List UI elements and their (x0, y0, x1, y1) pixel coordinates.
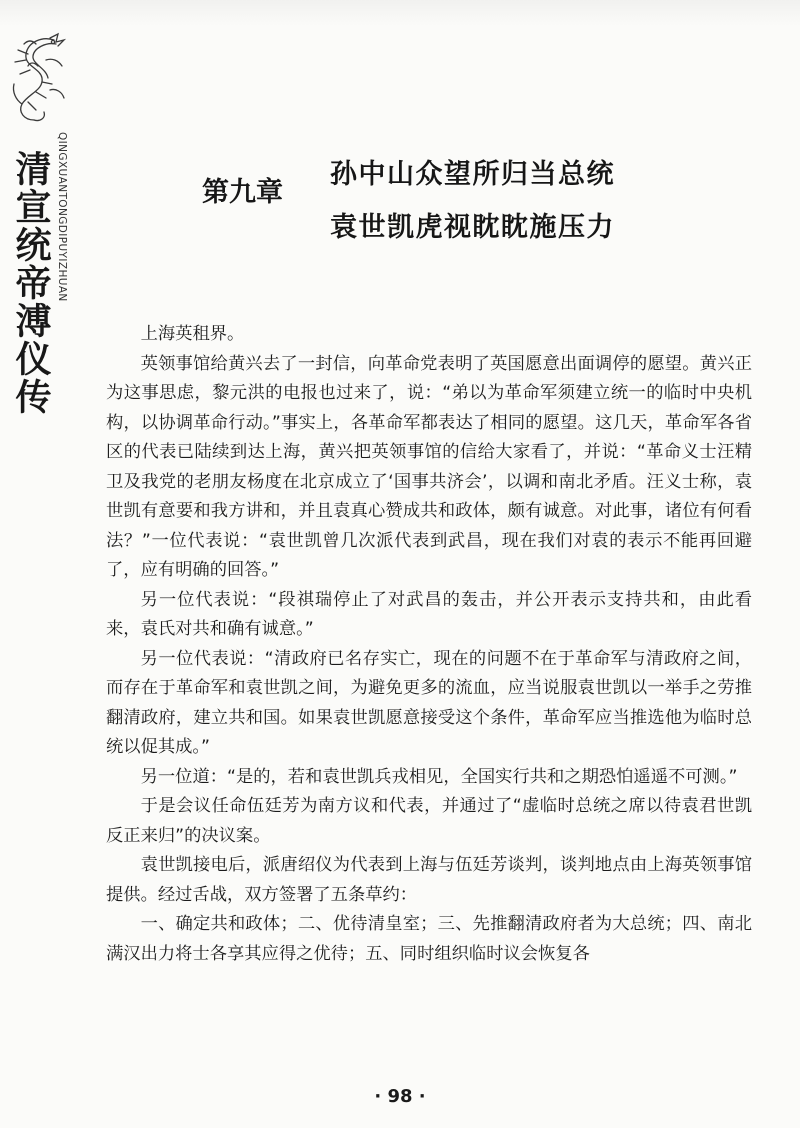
body-text (106, 320, 752, 969)
paragraph: 上海英租界。 (140, 324, 245, 344)
paragraph: 袁世凯接电后，派唐绍仪为代表到上海与伍廷芳谈判，谈判地点由上海英领事馆提供。经过舌战，双方签署了五条草约： (106, 855, 752, 905)
page-edge-shadow (0, 0, 800, 26)
dragon-ornament-icon (6, 30, 76, 126)
chapter-number: 第九章 (202, 177, 283, 208)
paragraph: 于是会议任命伍廷芳为南方议和代表，并通过了“虚临时总统之席以待袁君世凯反正来归”的决议案。 (106, 796, 752, 846)
paragraph: 一、确定共和政体；二、优待清皇室；三、先推翻清政府者为大总统；四、南北满汉出力将士各享其应得之优待；五、同时组织临时议会恢复各 (106, 914, 752, 964)
series-pinyin: QINGXUANTONGDIPUYIZHUAN (56, 132, 68, 302)
paragraph: 另一位代表说：“清政府已名存实亡，现在的问题不在于革命军与清政府之间，而存在于革命军和袁世凯之间，为避免更多的流血，应当说服袁世凯以一举手之劳推翻清政府，建立共和国。如果袁世凯愿意接受这个条件，革命军应当推选他为临时总统以促其成。” (106, 648, 752, 757)
page-number: · 98 · (374, 1086, 426, 1107)
chapter-title-line-1: 孙中山众望所归当总统 (330, 159, 615, 190)
paragraph: 另一位代表说：“段祺瑞停止了对武昌的轰击，并公开表示支持共和，由此看来，袁氏对共和确有诚意。” (106, 589, 752, 639)
series-title: 清宣统帝溥仪传 (10, 150, 51, 416)
paragraph: 英领事馆给黄兴去了一封信，向革命党表明了英国愿意出面调停的愿望。黄兴正为这事思虑，黎元洪的电报也过来了，说：“弟以为革命军须建立统一的临时中央机构，以协调革命行动。”事实上，各革命军都表达了相同的愿望。这几天，革命军各省区的代表已陆续到达上海，黄兴把英领事馆的信给大家看了，并说：“革命义士汪精卫及我党的老朋友杨度在北京成立了‘国事共济会’，以调和南北矛盾。汪义士称，袁世凯有意要和我方讲和，并且袁真心赞成共和政体，颇有诚意。对此事，诸位有何看法？”一位代表说：“袁世凯曾几次派代表到武昌，现在我们对袁的表示不能再回避了，应有明确的回答。” (106, 353, 752, 580)
paragraph: 另一位道：“是的，若和袁世凯兵戎相见，全国实行共和之期恐怕遥遥不可测。” (140, 766, 738, 787)
chapter-title-line-2: 袁世凯虎视眈眈施压力 (330, 212, 615, 243)
